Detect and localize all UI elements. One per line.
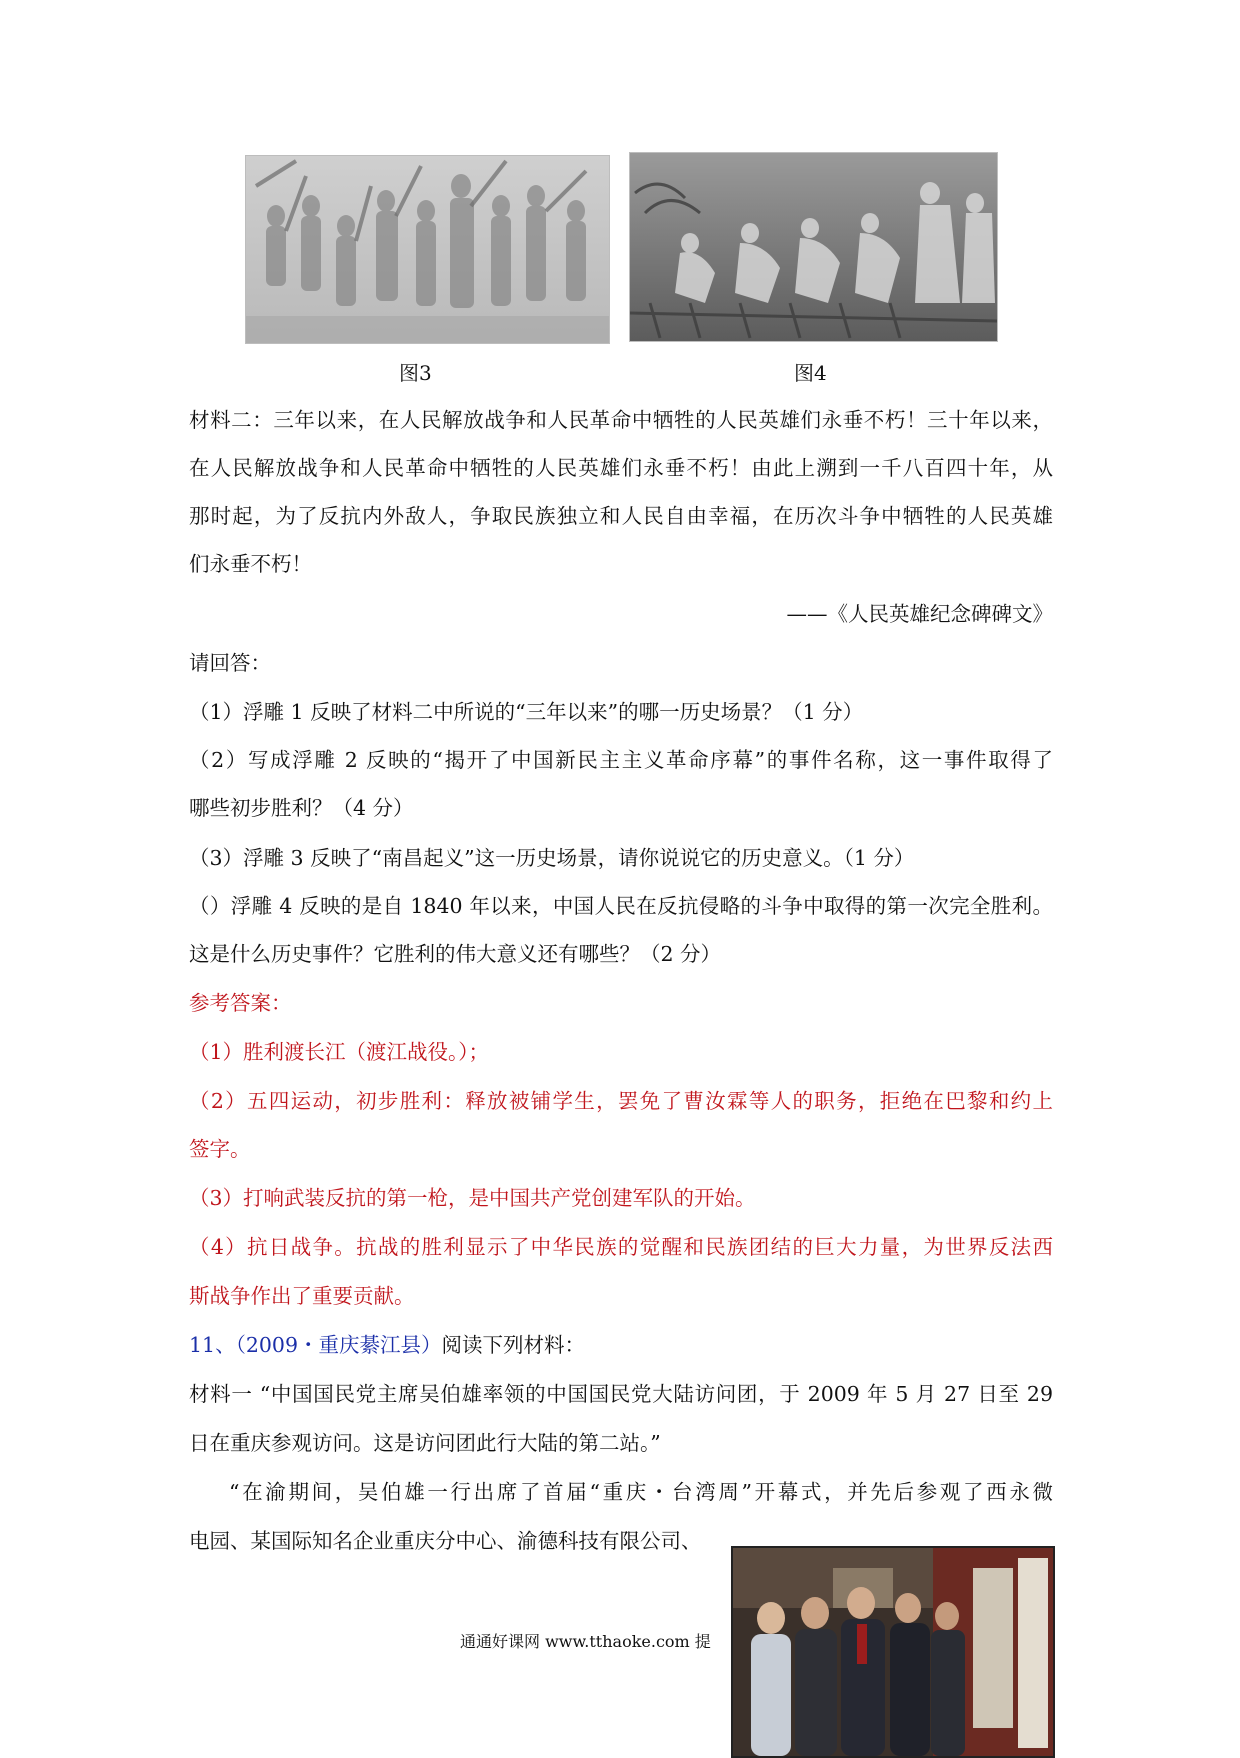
answers-heading: 参考答案： [189, 991, 292, 1015]
question-line-3: 哪些初步胜利？（4 分） [189, 796, 414, 820]
material2-source: ——《人民英雄纪念碑碑文》 [786, 602, 1053, 626]
question11-line-4: 电园、某国际知名企业重庆分中心、渝德科技有限公司、 [189, 1529, 702, 1553]
questions-prompt: 请回答： [189, 651, 271, 675]
question11-line-2: 日在重庆参观访问。这是访问团此行大陆的第二站。” [189, 1431, 661, 1455]
answer-line-3: 签字。 [189, 1137, 251, 1161]
answer-line-2: （2）五四运动，初步胜利：释放被铺学生，罢免了曹汝霖等人的职务，拒绝在巴黎和约上 [189, 1089, 1053, 1113]
relief-fig3-drawing [246, 156, 609, 343]
question11-source: （2009・重庆綦江县） [235, 1333, 442, 1357]
material2-line-2: 在人民解放战争和人民革命中牺牲的人民英雄们永垂不朽！由此上溯到一千八百四十年，从 [189, 456, 1053, 480]
page-footer: 通通好课网 www.tthaoke.com 提 [460, 1632, 711, 1651]
question11-line-1: 材料一 “中国国民党主席吴伯雄率领的中国国民党大陆访问团，于 2009 年 5 月 27 日至 29 [189, 1382, 1053, 1406]
question11-line-3: “在渝期间，吴伯雄一行出席了首届“重庆・台湾周”开幕式，并先后参观了西永微 [229, 1480, 1053, 1504]
relief-fig4-drawing [630, 153, 997, 341]
material2-line-3: 那时起，为了反抗内外敌人，争取民族独立和人民自由幸福，在历次斗争中牺牲的人民英雄 [189, 504, 1053, 528]
relief-image-fig3 [245, 155, 610, 344]
fig3-caption: 图3 [399, 361, 432, 385]
question-line-4: （3）浮雕 3 反映了“南昌起义”这一历史场景，请你说说它的历史意义。（1 分） [189, 846, 915, 870]
question-line-2: （2）写成浮雕 2 反映的“揭开了中国新民主主义革命序幕”的事件名称，这一事件取得了 [189, 748, 1053, 772]
answer-line-6: 斯战争作出了重要贡献。 [189, 1284, 415, 1308]
answer-line-1: （1）胜利渡长江（渡江战役。）； [189, 1040, 490, 1064]
visit-photo-drawing [733, 1548, 1053, 1756]
material2-line-1: 材料二：三年以来，在人民解放战争和人民革命中牺牲的人民英雄们永垂不朽！三十年以来， [189, 408, 1053, 432]
question-line-1: （1）浮雕 1 反映了材料二中所说的“三年以来”的哪一历史场景？（1 分） [189, 700, 864, 724]
relief-image-fig4 [629, 152, 998, 342]
answer-line-5: （4）抗日战争。抗战的胜利显示了中华民族的觉醒和民族团结的巨大力量，为世界反法西 [189, 1235, 1053, 1259]
question-line-5: （）浮雕 4 反映的是自 1840 年以来，中国人民在反抗侵略的斗争中取得的第一次完全胜利。 [189, 894, 1053, 918]
visit-photo [731, 1546, 1055, 1758]
question-line-6: 这是什么历史事件？它胜利的伟大意义还有哪些？（2 分） [189, 942, 722, 966]
question11-heading [189, 1331, 1053, 1359]
question11-number: 11、 [189, 1333, 236, 1357]
material2-line-4: 们永垂不朽！ [189, 552, 312, 576]
question11-tail: 阅读下列材料： [441, 1333, 586, 1357]
answer-line-4: （3）打响武装反抗的第一枪，是中国共产党创建军队的开始。 [189, 1186, 756, 1210]
fig4-caption: 图4 [794, 361, 827, 385]
